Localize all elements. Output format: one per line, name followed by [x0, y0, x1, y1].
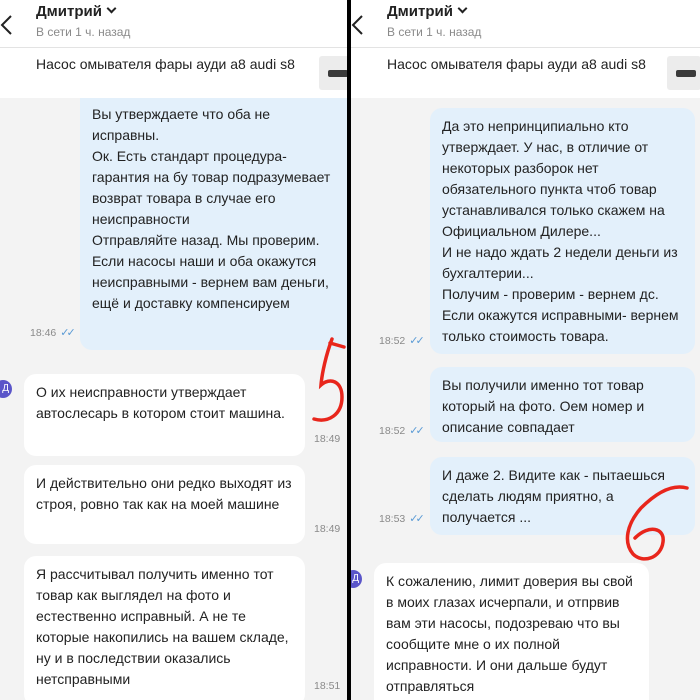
message-time: 18:52 ✓✓ — [379, 425, 422, 437]
message-time: 18:53 ✓✓ — [379, 513, 422, 525]
message-incoming[interactable] — [24, 556, 305, 700]
contact-name-label: Дмитрий — [36, 3, 102, 20]
back-arrow-icon[interactable] — [351, 14, 365, 36]
message-text: Я рассчитывал получить именно тот товар как выглядел на фото и естественно исправный. А не те которые накопились на вашем складе, ну и в последствии оказались нетсправными — [36, 566, 289, 687]
product-bar[interactable] — [351, 48, 700, 98]
double-check-icon: ✓✓ — [409, 425, 422, 437]
message-time: 18:52 ✓✓ — [379, 335, 422, 347]
message-time: 18:49 — [314, 433, 341, 445]
contact-status: В сети 1 ч. назад — [36, 25, 131, 39]
contact-name[interactable] — [36, 3, 115, 20]
message-text: Вы утверждаете что оба не исправны. Ок. Есть стандарт процедура- гарантия на бу товар подразумевает возврат товара в случае его неисправности Отправляйте назад. Мы проверим. Если насосы наши и оба окажутся неисправными - вернем вам деньги, ещё и доставку компенсируем — [92, 106, 331, 311]
message-text: О их неисправности утверждает автослесарь в котором стоит машина. — [36, 384, 285, 421]
product-thumbnail[interactable] — [319, 56, 347, 90]
annotation-5 — [300, 335, 347, 435]
message-time: 18:46 ✓✓ — [30, 327, 73, 339]
message-text: Вы получили именно тот товар который на фото. Оем номер и описание совпадает — [442, 377, 645, 435]
contact-name-label: Дмитрий — [387, 3, 453, 20]
back-arrow-icon[interactable] — [0, 14, 14, 36]
message-incoming[interactable] — [24, 465, 305, 544]
message-time: 18:51 — [314, 680, 341, 692]
product-title: Насос омывателя фары ауди а8 audi s8 — [387, 56, 646, 72]
contact-name[interactable] — [387, 3, 466, 20]
chat-header — [351, 0, 700, 48]
message-feed[interactable] — [0, 98, 347, 700]
message-text: И действительно они редко выходят из строя, ровно так как на моей машине — [36, 475, 292, 512]
message-text: И даже 2. Видите как - пытаешься сделать людям приятно, а получается ... — [442, 467, 665, 525]
avatar[interactable]: Д — [0, 380, 12, 398]
annotation-6 — [601, 480, 697, 570]
chevron-down-icon — [458, 4, 468, 14]
chat-header — [0, 0, 347, 48]
message-outgoing[interactable] — [430, 367, 695, 442]
message-text: Да это непринципиально кто утверждает. У нас, в отличие от некоторых разборок нет обязательного пункта чтоб товар устанавливался только скажем на Официальном Дилере... И не надо ждать 2 недели деньги из бухгалтерии... Получим - проверим - вернем дс. Если окажутся исправными- вернем только стоимость товара. — [442, 118, 679, 344]
message-outgoing[interactable] — [80, 98, 347, 350]
message-text: К сожалению, лимит доверия вы свой в моих глазах исчерпали, и отпрвив вам эти насосы, подозреваю что вы сообщите мне о их полной исправности. И они дальше будут отправляться — [386, 573, 633, 694]
message-incoming[interactable] — [374, 563, 649, 700]
double-check-icon: ✓✓ — [409, 513, 422, 525]
chat-panel-right — [351, 0, 700, 700]
message-incoming[interactable] — [24, 374, 305, 456]
product-title: Насос омывателя фары ауди а8 audi s8 — [36, 56, 295, 72]
double-check-icon: ✓✓ — [409, 335, 422, 347]
message-time: 18:49 — [314, 523, 341, 535]
avatar[interactable]: Д — [351, 570, 362, 588]
chat-panel-left — [0, 0, 347, 700]
product-bar[interactable] — [0, 48, 347, 98]
message-outgoing[interactable] — [430, 108, 695, 354]
product-thumbnail[interactable] — [667, 56, 700, 90]
message-feed[interactable] — [351, 98, 700, 700]
double-check-icon: ✓✓ — [60, 327, 73, 339]
chevron-down-icon — [107, 4, 117, 14]
contact-status: В сети 1 ч. назад — [387, 25, 482, 39]
